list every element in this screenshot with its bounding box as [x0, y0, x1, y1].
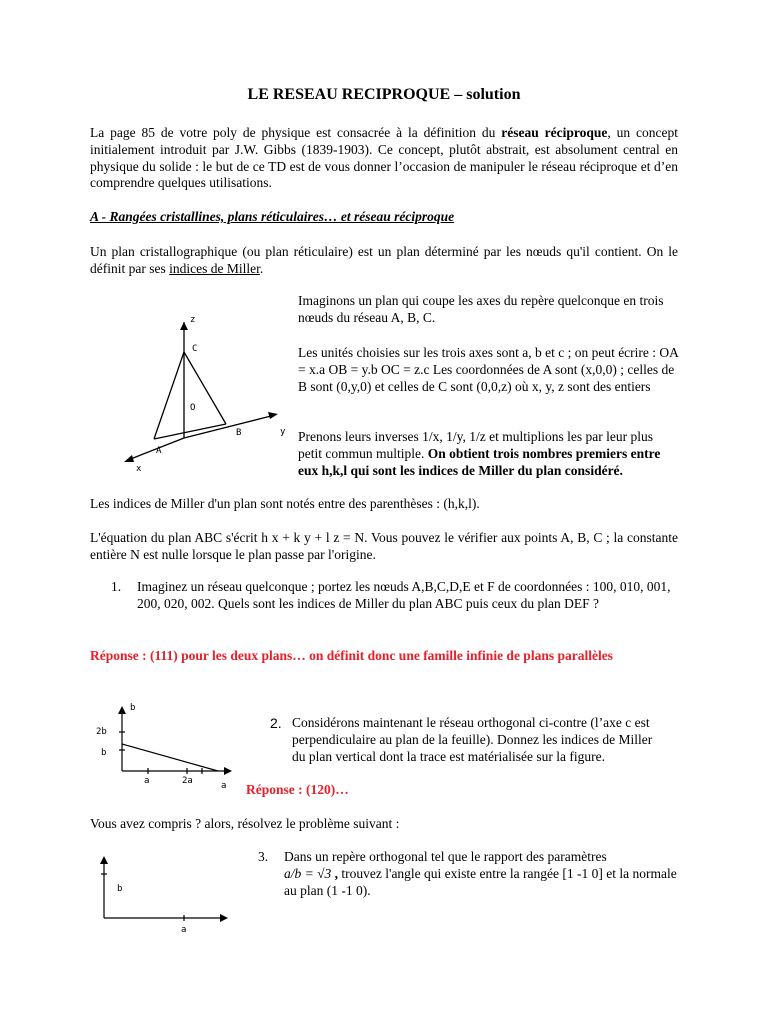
- ab-axes-figure: [92, 852, 232, 938]
- miller-notation-note: Les indices de Miller d'un plan sont notés entre des parenthèses : (h,k,l).: [90, 496, 480, 511]
- question-3: [258, 849, 678, 899]
- side-paragraph-3: [298, 429, 680, 479]
- 2b-label: 2b: [96, 727, 107, 737]
- side-paragraph-2: Les unités choisies sur les trois axes sont a, b et c ; on peut écrire : OA = x.a OB = y.b OC = z.c Les coordonnées de A sont (x,0,0) ; celles de B sont (0,y,0) et celles de C sont (0,0,z) où x, y, z sont des entiers: [298, 345, 679, 394]
- y-arrow-head: [268, 412, 278, 419]
- b-axis-arrow-head-3: [100, 856, 108, 864]
- b-axis-label: b: [130, 703, 136, 713]
- a-axis-label: a: [221, 781, 227, 791]
- a-label-3: a: [181, 925, 187, 935]
- b-axis-arrow-head: [118, 706, 126, 714]
- transition-text: Vous avez compris ? alors, résolvez le problème suivant :: [90, 816, 400, 831]
- node-a-label: A: [156, 446, 162, 456]
- question-1: [111, 579, 681, 613]
- side-paragraph-1: Imaginons un plan qui coupe les axes du repère quelconque en trois nœuds du réseau A, B, C.: [298, 293, 664, 325]
- question-3-text-a: Dans un repère orthogonal tel que le rapport des paramètres: [284, 849, 607, 864]
- page-title: LE RESEAU RECIPROQUE – solution: [247, 86, 521, 103]
- z-arrow-head: [180, 322, 188, 330]
- intro-text-b: , un concept initialement introduit par J.W. Gibbs (1839-1903). Ce concept, plutôt abstrait, est absolument central en physique du solide : le but de ce TD est de vous donner l’occasion de manipuler le réseau réciproque et d’en comprendre quelques utilisations.: [90, 125, 678, 191]
- plane-equation-paragraph: L'équation du plan ABC s'écrit h x + k y + l z = N. Vous pouvez le vérifier aux points A, B, C ; la constante entière N est nulle lorsque le plan passe par l'origine.: [90, 530, 678, 562]
- y-axis: [184, 415, 275, 438]
- section-a-text-b: .: [259, 260, 264, 276]
- a-axis-arrow-head-3: [220, 914, 228, 922]
- answer-1: Réponse : (111) pour les deux plans… on définit donc une famille infinie de plans parallèles: [90, 648, 613, 663]
- miller-indices-link[interactable]: indices de Miller: [169, 260, 260, 276]
- section-a-heading: A - Rangées cristallines, plans réticulaires… et réseau réciproque: [90, 209, 455, 224]
- answer-2: Réponse : (120)…: [246, 782, 349, 797]
- question-3-line-2: [284, 866, 677, 898]
- plane-abc-figure: [110, 308, 300, 478]
- question-3-text-b: , trouvez l'angle qui existe entre la rangée [1 -1 0] et la normale au plan (1 -1 0).: [284, 865, 677, 898]
- b-label: b: [101, 748, 107, 758]
- intro-text-a: La page 85 de votre poly de physique est consacrée à la définition du: [90, 125, 502, 140]
- node-b-label: B: [236, 428, 242, 438]
- edge-ca: [154, 352, 184, 439]
- y-label: y: [280, 427, 286, 437]
- question-3-body: [284, 849, 678, 899]
- question-2-text: Considérons maintenant le réseau orthogonal ci-contre (l’axe c est perpendiculaire au plan de la feuille). Donnez les indices de Miller du plan vertical dont la trace est matérialisée sur la figure.: [292, 715, 653, 764]
- side-paragraph-3-bold: On obtient trois nombres premiers entre eux h,k,l qui sont les indices de Miller du plan considéré.: [298, 445, 661, 478]
- z-label: z: [190, 315, 196, 325]
- b-label-3: b: [117, 884, 123, 894]
- question-2-number: 2.: [270, 715, 282, 731]
- orthogonal-lattice-figure: [92, 698, 242, 796]
- ratio-formula: a/b = √3: [284, 865, 332, 881]
- edge-cb: [184, 352, 226, 424]
- node-c-label: C: [192, 344, 198, 354]
- section-a-paragraph: [90, 244, 678, 278]
- 2a-label: 2a: [182, 776, 193, 786]
- x-arrow-head: [124, 455, 134, 462]
- a-label: a: [144, 776, 150, 786]
- a-axis-arrow-head: [224, 767, 232, 775]
- question-3-number: 3.: [258, 849, 269, 864]
- question-1-text: Imaginez un réseau quelconque ; portez les nœuds A,B,C,D,E et F de coordonnées : 100, 010, 001, 200, 020, 002. Quels sont les indices de Miller du plan ABC puis ceux du plan DEF ?: [137, 579, 671, 611]
- side-paragraph-3-text: Prenons leurs inverses 1/x, 1/y, 1/z et multiplions les par leur plus petit commun multiple.: [298, 429, 653, 461]
- section-a-text-a: Un plan cristallographique (ou plan réticulaire) est un plan déterminé par les nœuds qu'il contient. On le définit par ses: [90, 244, 678, 276]
- x-label: x: [136, 464, 142, 474]
- plane-trace-line: [122, 744, 218, 771]
- origin-label: O: [190, 403, 196, 413]
- intro-bold-term: réseau réciproque: [501, 125, 608, 140]
- intro-paragraph: [90, 125, 678, 192]
- question-1-number: 1.: [111, 579, 122, 594]
- question-2: [270, 715, 665, 765]
